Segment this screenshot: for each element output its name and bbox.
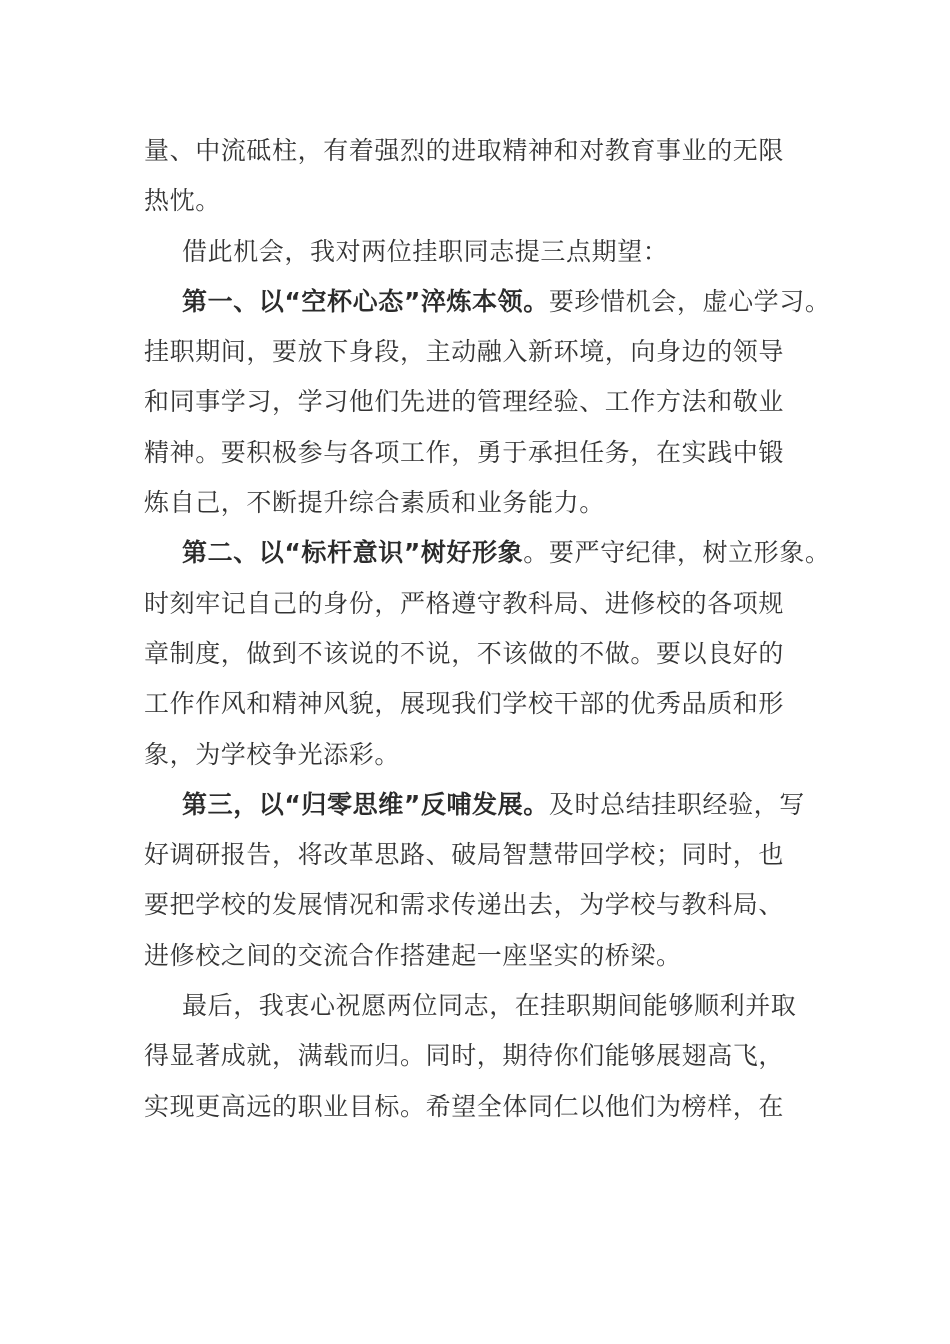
line-text: 时刻牢记自己的身份，严格遵守教科局、进修校的各项规	[144, 588, 785, 618]
paragraph-start-line	[144, 780, 824, 830]
text-line	[144, 1082, 824, 1132]
text-line	[144, 830, 824, 880]
text-line	[144, 730, 824, 780]
text-line	[144, 428, 824, 478]
text-line	[144, 126, 824, 176]
line-text: 精神。要积极参与各项工作，勇于承担任务，在实践中锻	[144, 437, 785, 467]
line-text: 好调研报告，将改革思路、破局智慧带回学校；同时，也	[144, 840, 785, 870]
line-text: 要把学校的发展情况和需求传递出去，为学校与教科局、	[144, 890, 785, 920]
line-text: 炼自己，不断提升综合素质和业务能力。	[144, 488, 605, 518]
line-text: 章制度，做到不该说的不说，不该做的不做。要以良好的	[144, 638, 785, 668]
bold-heading: 第一、以“空杯心态”淬炼本领。	[182, 286, 549, 316]
line-text: 和同事学习，学习他们先进的管理经验、工作方法和敬业	[144, 387, 785, 417]
line-text: 。要严守纪律，树立形象。	[523, 538, 831, 568]
line-text: 最后，我衷心祝愿两位同志，在挂职期间能够顺利并取	[182, 991, 797, 1021]
line-text: 挂职期间，要放下身段，主动融入新环境，向身边的领导	[144, 337, 785, 367]
line-text: 借此机会，我对两位挂职同志提三点期望：	[182, 236, 669, 266]
line-text: 得显著成就，满载而归。同时，期待你们能够展翅高飞，	[144, 1041, 785, 1071]
paragraph-start-line	[144, 528, 831, 578]
line-text: 象，为学校争光添彩。	[144, 739, 401, 769]
bold-heading: 第二、以“标杆意识”树好形象	[182, 538, 524, 568]
paragraph-start-line	[144, 981, 824, 1031]
text-line	[144, 478, 824, 528]
text-line	[144, 629, 824, 679]
line-text: 实现更高远的职业目标。希望全体同仁以他们为榜样，在	[144, 1091, 785, 1121]
text-line	[144, 377, 824, 427]
text-line	[144, 880, 824, 930]
line-text: 工作作风和精神风貌，展现我们学校干部的优秀品质和形	[144, 689, 785, 719]
text-line	[144, 679, 824, 729]
text-line	[144, 327, 824, 377]
paragraph-start-line	[144, 227, 824, 277]
paragraph-start-line	[144, 277, 831, 327]
line-text: 进修校之间的交流合作搭建起一座坚实的桥梁。	[144, 940, 682, 970]
text-line	[144, 579, 824, 629]
document-body	[144, 126, 831, 1132]
text-line	[144, 176, 824, 226]
line-text: 及时总结挂职经验，写	[548, 789, 805, 819]
line-text: 量、中流砥柱，有着强烈的进取精神和对教育事业的无限	[144, 136, 785, 165]
text-line	[144, 1031, 824, 1081]
line-text: 热忱。	[144, 186, 221, 216]
text-line	[144, 931, 824, 981]
line-text: 要珍惜机会，虚心学习。	[548, 286, 831, 316]
bold-heading: 第三，以“归零思维”反哺发展。	[182, 789, 549, 819]
